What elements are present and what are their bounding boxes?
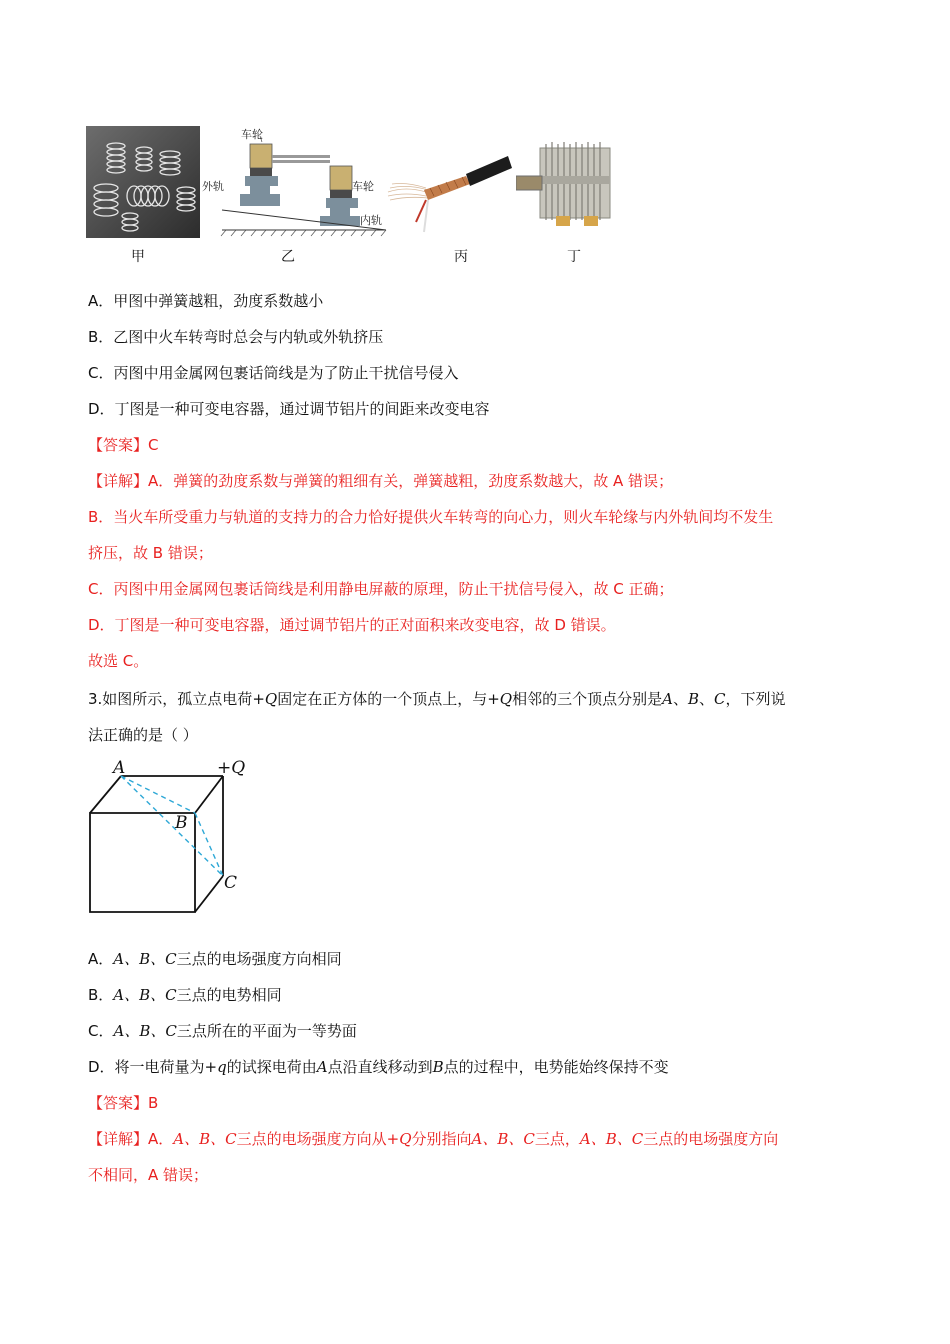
cube-label-a: A [113,758,126,778]
label-wheel-right: 车轮 [352,180,374,193]
option-prefix: B． [88,986,114,1004]
q2-explain-4: C．丙图中用金属网包裹话筒线是利用静电屏蔽的原理，防止干扰信号侵入，故 C 正确； [88,580,674,598]
q3-point-a: A [662,690,673,708]
q3-point-b: B [687,690,699,708]
option-points: A、B、C [113,986,177,1004]
q3-explain-1 [88,1128,778,1150]
q2-answer: 【答案】C [88,436,159,454]
q2-option-b: B．乙图中火车转弯时总会与内轨或外轨挤压 [88,328,384,346]
explain-prefix: 【详解】A． [88,1130,174,1148]
q3-option-d [88,1056,669,1078]
shielded-cable-photo [386,134,512,234]
q3-stem-line-1 [88,688,786,710]
figure-jia [86,126,200,238]
option-prefix: C． [88,1022,114,1040]
q3-option-c [88,1020,357,1042]
option-text: 的试探电荷由 [226,1058,317,1076]
cube-label-q: +Q [217,758,246,778]
explain-text: 三点的电场强度方向 [643,1130,779,1148]
option-text: 三点的电势相同 [176,986,282,1004]
caption-ding: 丁 [567,249,581,265]
option-points: A、B、C [113,950,177,968]
q3-sep: 、 [699,690,715,708]
explain-text: 三点的电场强度方向从+ [236,1130,400,1148]
q3-point-c: C [714,690,726,708]
option-text: 三点所在的平面为一等势面 [176,1022,357,1040]
option-text: 三点的电场强度方向相同 [176,950,342,968]
q3-stem-part: 相邻的三个顶点分别是 [512,690,663,708]
option-text: 点沿直线移动到 [327,1058,433,1076]
q2-option-a: A．甲图中弹簧越粗，劲度系数越小 [88,292,324,310]
caption-jia: 甲 [131,249,145,265]
option-points: A、B、C [113,1022,177,1040]
q3-charge-symbol: Q [499,690,513,708]
variable-capacitor-photo [516,128,620,234]
q3-option-a [88,948,342,970]
q3-stem-line-2: 法正确的是（ ） [88,726,198,744]
q3-charge-symbol: Q [264,690,278,708]
cube-label-b: B [175,813,188,833]
figure-yi [200,126,390,241]
springs-photo [86,126,200,238]
charge-symbol: q [217,1058,227,1076]
option-text: 点的过程中，电势能始终保持不变 [443,1058,669,1076]
q3-stem-part: ，下列说 [725,690,786,708]
figure-bing [386,134,512,234]
q2-explain-3: 挤压，故 B 错误； [88,544,213,562]
q2-conclusion: 故选 C。 [88,652,149,670]
q3-stem-part: 3.如图所示，孤立点电荷+ [88,690,265,708]
q2-option-d: D．丁图是一种可变电容器，通过调节铝片的间距来改变电容 [88,400,490,418]
q2-option-c: C．丙图中用金属网包裹话筒线是为了防止干扰信号侵入 [88,364,459,382]
label-inner-rail: 内轨 [360,214,382,227]
q3-explain-2: 不相同，A 错误； [88,1166,209,1184]
cube-diagram [84,754,254,920]
q3-option-b [88,984,282,1006]
q3-stem-part: 固定在正方体的一个顶点上，与+ [277,690,500,708]
q2-explain-5: D．丁图是一种可变电容器，通过调节铝片的正对面积来改变电容，故 D 错误。 [88,616,616,634]
caption-bing: 丙 [454,249,468,265]
q2-explain-2: B．当火车所受重力与轨道的支持力的合力恰好提供火车转弯的向心力，则火车轮缘与内外轨间均不发生 [88,508,774,526]
label-outer-rail: 外轨 [202,180,224,193]
label-wheel-left: 车轮 [241,128,263,141]
explain-points: A、B、C [173,1130,237,1148]
caption-yi: 乙 [281,249,295,265]
explain-text: 分别指向 [411,1130,472,1148]
train-rail-diagram [200,126,390,241]
cube-label-c: C [224,873,238,893]
triangle-abc [121,776,223,876]
option-prefix: A． [88,950,114,968]
point-b: B [432,1058,444,1076]
q3-answer: 【答案】B [88,1094,159,1112]
explain-points: A、B、C [579,1130,644,1148]
q3-sep: 、 [672,690,688,708]
charge-symbol: Q [399,1130,412,1148]
point-a: A [316,1058,328,1076]
option-prefix: D．将一电荷量为+ [88,1058,218,1076]
explain-text: 三点， [534,1130,580,1148]
explain-points: A、B、C [471,1130,535,1148]
figure-ding [516,128,620,234]
q2-explain-1: 【详解】A．弹簧的劲度系数与弹簧的粗细有关，弹簧越粗，劲度系数越大，故 A 错误； [88,472,674,490]
